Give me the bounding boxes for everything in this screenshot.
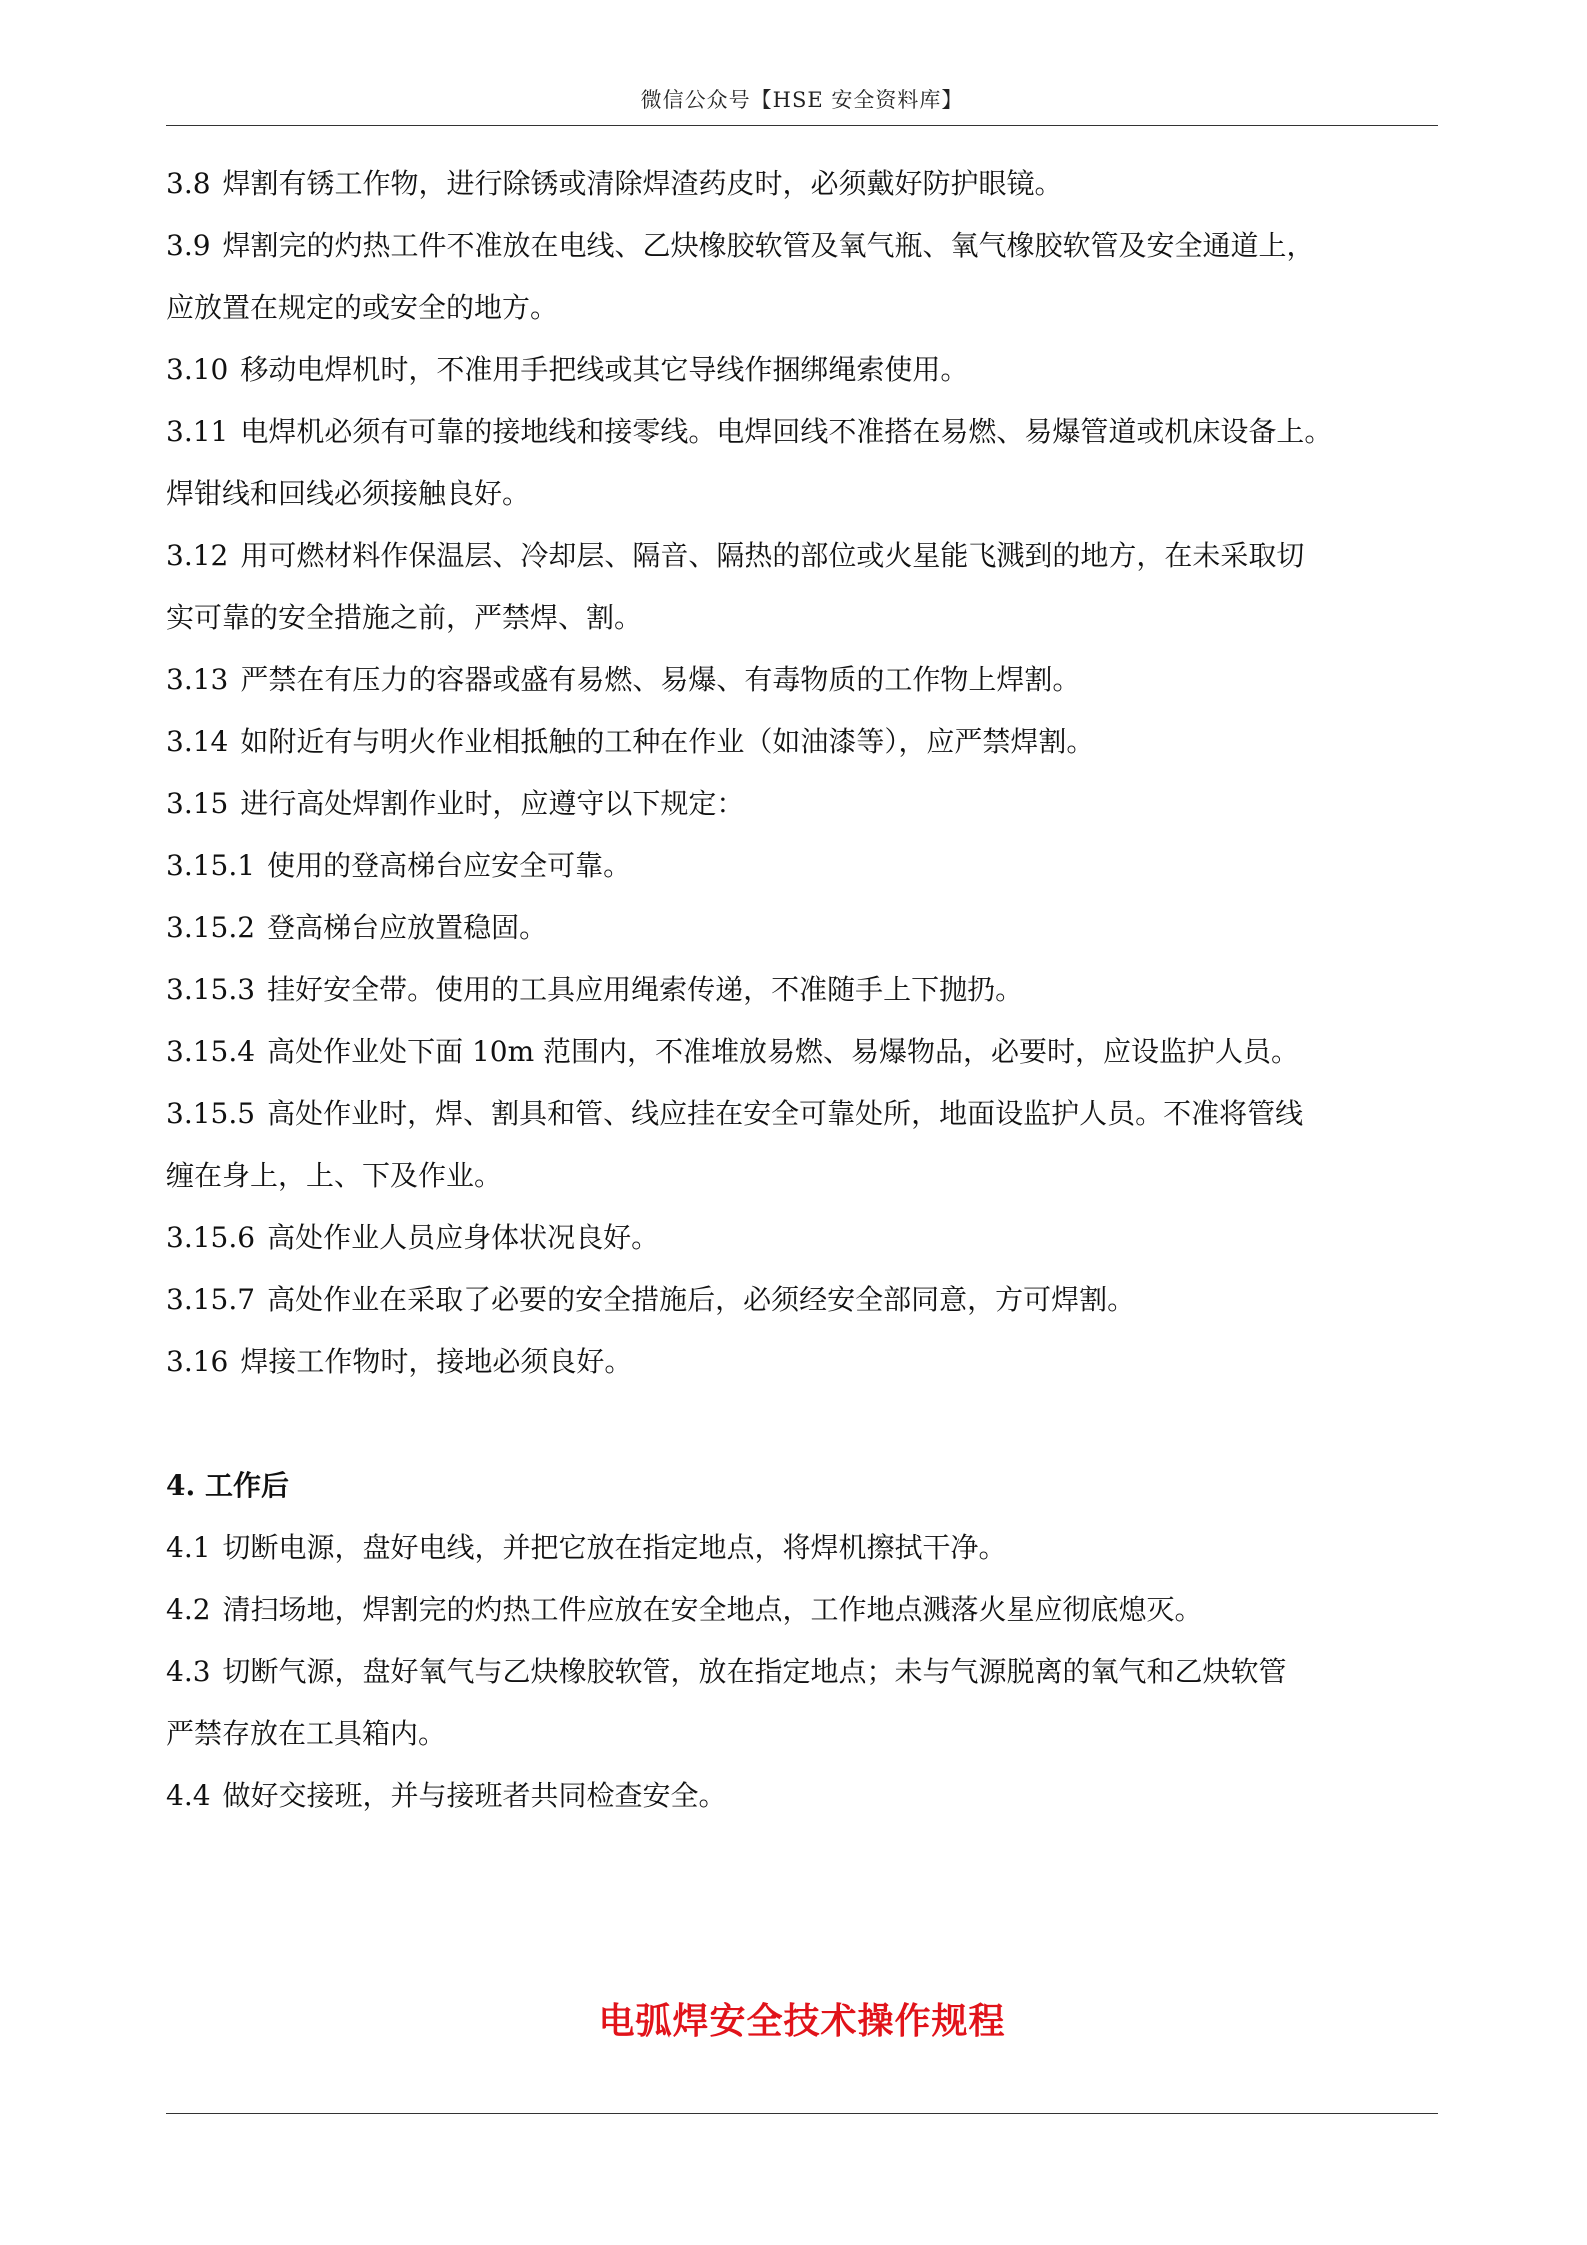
clause-number: 4.1	[166, 1531, 211, 1564]
clause-text: 如附近有与明火作业相抵触的工种在作业（如油漆等），应严禁焊割。	[240, 725, 1095, 758]
clause-number: 3.11	[166, 415, 229, 448]
clause-line	[166, 1083, 1438, 1145]
clause-text: 焊接工作物时，接地必须良好。	[240, 1345, 633, 1378]
clause-line	[166, 1207, 1438, 1269]
clause-line	[166, 897, 1438, 959]
clause-number: 4.4	[166, 1779, 211, 1812]
clause-text: 清扫场地，焊割完的灼热工件应放在安全地点，工作地点溅落火星应彻底熄灭。	[222, 1593, 1203, 1626]
clause-number: 3.12	[166, 539, 229, 572]
clause-line	[166, 835, 1438, 897]
clause-line	[166, 1765, 1438, 1827]
clause-number: 3.15.4	[166, 1035, 256, 1068]
clause-text: 焊钳线和回线必须接触良好。	[166, 477, 531, 510]
clause-number: 4.2	[166, 1593, 211, 1626]
clause-text: 电焊机必须有可靠的接地线和接零线。电焊回线不准搭在易燃、易爆管道或机床设备上。	[240, 415, 1333, 448]
footer-rule	[166, 2113, 1438, 2114]
clause-number: 3.15.7	[166, 1283, 256, 1316]
clause-line	[166, 1641, 1438, 1703]
clause-number: 3.9	[166, 229, 211, 262]
clause-text: 进行高处焊割作业时，应遵守以下规定：	[240, 787, 745, 820]
clause-text: 严禁存放在工具箱内。	[166, 1717, 447, 1750]
clause-text: 实可靠的安全措施之前，严禁焊、割。	[166, 601, 643, 634]
section-4-list	[166, 1517, 1438, 1827]
clause-text: 移动电焊机时，不准用手把线或其它导线作捆绑绳索使用。	[240, 353, 969, 386]
header-rule	[166, 125, 1438, 126]
clause-line	[166, 711, 1438, 773]
clause-line	[166, 649, 1438, 711]
clause-number: 3.8	[166, 167, 211, 200]
clause-text: 登高梯台应放置稳固。	[267, 911, 548, 944]
next-section-title: 电弧焊安全技术操作规程	[598, 2001, 1006, 2042]
clause-continuation	[166, 277, 1438, 339]
clause-continuation	[166, 587, 1438, 649]
clause-text: 挂好安全带。使用的工具应用绳索传递，不准随手上下抛扔。	[267, 973, 1024, 1006]
clause-line	[166, 153, 1438, 215]
page-header: 微信公众号【HSE 安全资料库】	[640, 88, 964, 112]
clause-text: 焊割完的灼热工件不准放在电线、乙炔橡胶软管及氧气瓶、氧气橡胶软管及安全通道上，	[222, 229, 1315, 262]
clause-number: 3.14	[166, 725, 229, 758]
spacer	[166, 1827, 1438, 1951]
clause-text: 高处作业人员应身体状况良好。	[267, 1221, 660, 1254]
clause-text: 严禁在有压力的容器或盛有易燃、易爆、有毒物质的工作物上焊割。	[240, 663, 1081, 696]
clause-number: 4.3	[166, 1655, 211, 1688]
clause-number: 3.16	[166, 1345, 229, 1378]
clause-line	[166, 1517, 1438, 1579]
clause-number: 3.15	[166, 787, 229, 820]
clause-text: 高处作业在采取了必要的安全措施后，必须经安全部同意，方可焊割。	[267, 1283, 1136, 1316]
clause-continuation	[166, 1703, 1438, 1765]
clause-number: 3.15.2	[166, 911, 256, 944]
clause-number: 3.15.5	[166, 1097, 256, 1130]
clause-line	[166, 1021, 1438, 1083]
clause-continuation	[166, 1145, 1438, 1207]
clause-text: 切断气源，盘好氧气与乙炔橡胶软管，放在指定地点；未与气源脱离的氧气和乙炔软管	[222, 1655, 1287, 1688]
clause-line	[166, 773, 1438, 835]
spacer	[166, 1393, 1438, 1455]
clause-number: 3.13	[166, 663, 229, 696]
clause-line	[166, 1331, 1438, 1393]
clause-line	[166, 1269, 1438, 1331]
clause-line	[166, 525, 1438, 587]
clause-text: 切断电源，盘好电线，并把它放在指定地点，将焊机擦拭干净。	[222, 1531, 1007, 1564]
clause-number: 3.10	[166, 353, 229, 386]
section-4-heading: 4. 工作后	[166, 1469, 289, 1502]
clause-text: 使用的登高梯台应安全可靠。	[267, 849, 632, 882]
clause-line	[166, 1579, 1438, 1641]
section-3-list	[166, 153, 1438, 1393]
clause-text: 应放置在规定的或安全的地方。	[166, 291, 559, 324]
clause-number: 3.15.6	[166, 1221, 256, 1254]
clause-line	[166, 959, 1438, 1021]
clause-number: 3.15.3	[166, 973, 256, 1006]
clause-text: 用可燃材料作保温层、冷却层、隔音、隔热的部位或火星能飞溅到的地方，在未采取切	[240, 539, 1305, 572]
clause-line	[166, 339, 1438, 401]
clause-number: 3.15.1	[166, 849, 256, 882]
clause-line	[166, 215, 1438, 277]
document-body	[166, 153, 1438, 2053]
clause-line	[166, 401, 1438, 463]
clause-text: 高处作业处下面 10m 范围内，不准堆放易燃、易爆物品，必要时，应设监护人员。	[267, 1035, 1300, 1068]
clause-text: 焊割有锈工作物，进行除锈或清除焊渣药皮时，必须戴好防护眼镜。	[222, 167, 1063, 200]
clause-text: 做好交接班，并与接班者共同检查安全。	[222, 1779, 727, 1812]
clause-text: 缠在身上，上、下及作业。	[166, 1159, 503, 1192]
clause-text: 高处作业时，焊、割具和管、线应挂在安全可靠处所，地面设监护人员。不准将管线	[267, 1097, 1304, 1130]
clause-continuation	[166, 463, 1438, 525]
